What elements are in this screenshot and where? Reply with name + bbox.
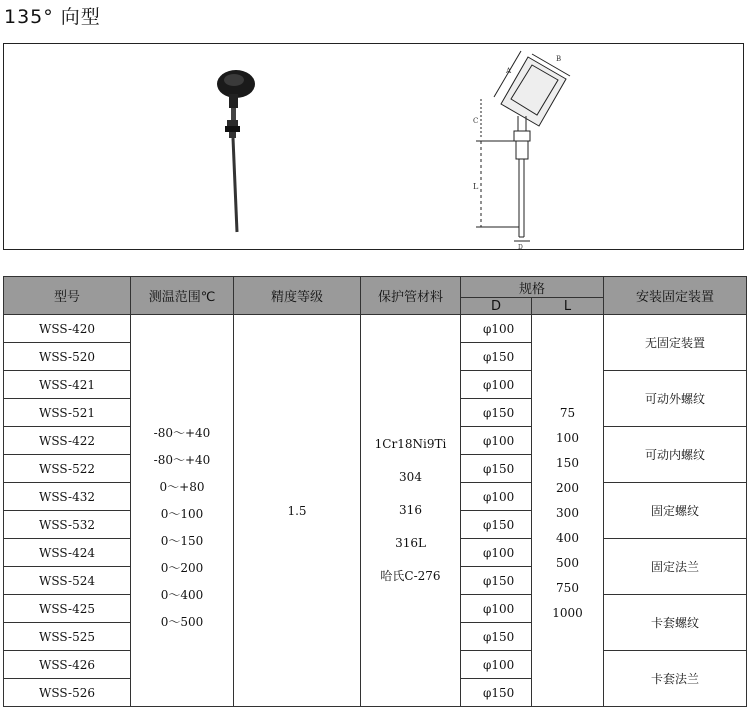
l-item: 150 — [556, 456, 579, 470]
d-cell: φ150 — [461, 343, 532, 371]
model-cell: WSS-526 — [4, 679, 131, 707]
material-list — [361, 428, 460, 593]
mount-cell: 卡套螺纹 — [604, 595, 747, 651]
model-cell: WSS-420 — [4, 315, 131, 343]
accuracy-cell: 1.5 — [234, 315, 361, 707]
l-item: 100 — [556, 431, 579, 445]
d-cell: φ100 — [461, 371, 532, 399]
d-cell: φ150 — [461, 511, 532, 539]
model-cell: WSS-424 — [4, 539, 131, 567]
dim-label-d: D — [518, 244, 523, 251]
header-accuracy: 精度等级 — [234, 277, 361, 315]
mount-cell: 无固定装置 — [604, 315, 747, 371]
l-list-cell — [532, 315, 604, 707]
l-item: 200 — [556, 481, 579, 495]
range-item: 0～200 — [160, 560, 204, 575]
dim-label-c: C — [473, 117, 479, 125]
model-cell: WSS-520 — [4, 343, 131, 371]
model-cell: WSS-421 — [4, 371, 131, 399]
d-cell: φ100 — [461, 315, 532, 343]
model-cell: WSS-522 — [4, 455, 131, 483]
mount-cell: 可动内螺纹 — [604, 427, 747, 483]
model-cell: WSS-422 — [4, 427, 131, 455]
header-model: 型号 — [4, 277, 131, 315]
header-spec: 规格 — [461, 277, 604, 298]
range-item: 0～500 — [160, 614, 204, 629]
thermometer-photo — [189, 58, 289, 258]
header-l: L — [532, 298, 604, 315]
d-cell: φ150 — [461, 679, 532, 707]
d-cell: φ150 — [461, 399, 532, 427]
range-item: 0～100 — [160, 506, 204, 521]
l-item: 500 — [556, 556, 579, 570]
mount-cell: 可动外螺纹 — [604, 371, 747, 427]
mount-cell: 卡套法兰 — [604, 651, 747, 707]
header-range: 测温范围℃ — [131, 277, 234, 315]
l-item: 1000 — [552, 606, 583, 620]
l-item: 300 — [556, 506, 579, 520]
header-d: D — [461, 298, 532, 315]
material-item: 316L — [395, 536, 426, 550]
material-item: 1Cr18Ni9Ti — [374, 437, 447, 451]
d-cell: φ100 — [461, 539, 532, 567]
range-item: -80～+40 — [153, 452, 211, 467]
l-list — [532, 395, 603, 626]
d-cell: φ100 — [461, 595, 532, 623]
spec-table — [3, 276, 747, 707]
model-cell: WSS-524 — [4, 567, 131, 595]
range-item: 0～150 — [160, 533, 204, 548]
header-material: 保护管材料 — [361, 277, 461, 315]
range-item: 0～400 — [160, 587, 204, 602]
model-cell: WSS-426 — [4, 651, 131, 679]
range-item: 0～+80 — [159, 479, 205, 494]
mount-cell: 固定法兰 — [604, 539, 747, 595]
l-item: 400 — [556, 531, 579, 545]
material-item: 304 — [399, 470, 422, 484]
product-figure-box — [3, 43, 744, 250]
page-title: 135° 向型 — [4, 6, 101, 28]
range-item: -80～+40 — [153, 425, 211, 440]
range-list-cell — [131, 315, 234, 707]
d-cell: φ100 — [461, 651, 532, 679]
material-item: 316 — [399, 503, 422, 517]
d-cell: φ150 — [461, 567, 532, 595]
model-cell: WSS-432 — [4, 483, 131, 511]
model-cell: WSS-532 — [4, 511, 131, 539]
model-cell: WSS-525 — [4, 623, 131, 651]
d-cell: φ150 — [461, 623, 532, 651]
material-list-cell — [361, 315, 461, 707]
model-cell: WSS-521 — [4, 399, 131, 427]
l-item: 75 — [559, 406, 576, 420]
d-cell: φ150 — [461, 455, 532, 483]
dim-label-a: A — [506, 67, 512, 75]
d-cell: φ100 — [461, 427, 532, 455]
d-cell: φ100 — [461, 483, 532, 511]
dimension-drawing — [466, 49, 576, 251]
l-item: 750 — [556, 581, 579, 595]
dim-label-b: B — [556, 55, 562, 63]
dim-label-l: L — [473, 182, 479, 191]
range-list — [131, 386, 233, 636]
header-mount: 安装固定装置 — [604, 277, 747, 315]
material-item: 哈氏C-276 — [380, 569, 441, 583]
mount-cell: 固定螺纹 — [604, 483, 747, 539]
model-cell: WSS-425 — [4, 595, 131, 623]
